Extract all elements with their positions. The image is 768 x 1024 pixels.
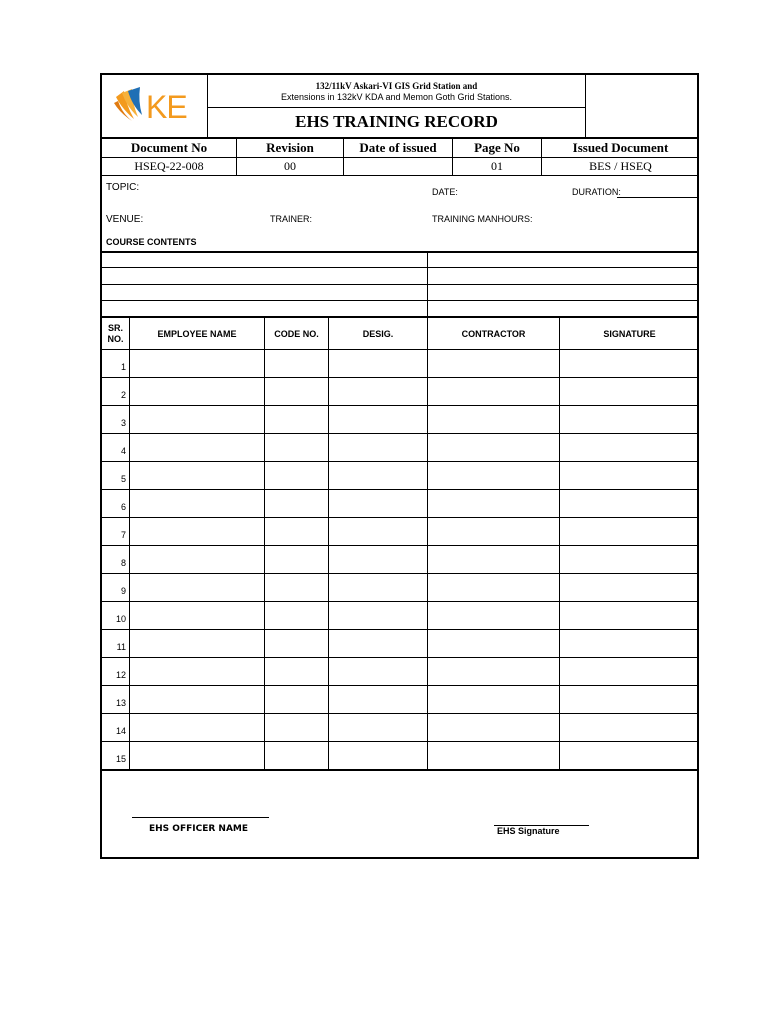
col-header-employee-name	[130, 318, 264, 349]
subtitle-line-2: Extensions in 132kV KDA and Memon Goth Grid Stations.	[280, 92, 513, 102]
row-number: 13	[115, 698, 126, 708]
doc-value-document-no	[102, 158, 236, 175]
table-row[interactable]	[102, 545, 699, 573]
row-number: 12	[115, 670, 126, 680]
col-header-label: SIGNATURE	[603, 328, 656, 339]
duration-field-line[interactable]	[617, 197, 698, 198]
table-row[interactable]	[102, 405, 699, 433]
subtitle-line-1: 132/11kV Askari-VI GIS Grid Station and	[315, 81, 478, 91]
table-row[interactable]	[102, 517, 699, 545]
col-header-label: DESIG.	[362, 328, 394, 339]
doc-header-issued-document	[542, 138, 699, 157]
table-row[interactable]	[102, 377, 699, 405]
doc-header-document-no	[102, 138, 236, 157]
row-number: 10	[115, 614, 126, 624]
venue-label: VENUE:	[106, 214, 144, 225]
training-record-form	[100, 73, 699, 859]
col-header-sr-no	[102, 318, 129, 349]
row-number: 3	[120, 418, 126, 428]
table-row[interactable]	[102, 349, 699, 377]
row-number: 4	[120, 446, 126, 456]
row-number: 14	[115, 726, 126, 736]
page-title	[208, 108, 585, 136]
row-number: 5	[120, 474, 126, 484]
table-row[interactable]	[102, 601, 699, 629]
doc-header-label: Revision	[266, 139, 314, 155]
doc-value: BES / HSEQ	[589, 159, 652, 173]
doc-header-label: Document No	[130, 139, 208, 155]
course-contents-label: COURSE CONTENTS	[106, 237, 197, 247]
table-row[interactable]	[102, 685, 699, 713]
manhours-label: TRAINING MANHOURS:	[432, 214, 533, 224]
doc-value: HSEQ-22-008	[134, 159, 204, 173]
duration-label: DURATION:	[572, 187, 621, 197]
topic-label: TOPIC:	[106, 182, 140, 193]
table-row[interactable]	[102, 629, 699, 657]
table-row[interactable]	[102, 573, 699, 601]
table-row[interactable]	[102, 741, 699, 769]
col-header-desig	[329, 318, 427, 349]
col-header-contractor	[428, 318, 559, 349]
table-row[interactable]	[102, 461, 699, 489]
row-number: 7	[120, 530, 126, 540]
officer-name-line[interactable]	[132, 817, 269, 818]
col-header-label: CONTRACTOR	[461, 328, 526, 339]
doc-value: 00	[284, 159, 296, 173]
row-number: 8	[120, 558, 126, 568]
doc-value-page-no	[453, 158, 541, 175]
doc-header-page-no	[453, 138, 541, 157]
doc-header-date-issued	[344, 138, 452, 157]
col-header-label: CODE NO.	[274, 328, 319, 339]
ke-logo	[112, 83, 204, 129]
trainer-label: TRAINER:	[270, 214, 313, 224]
table-row[interactable]	[102, 713, 699, 741]
doc-header-label: Page No	[474, 139, 520, 155]
doc-value-revision	[237, 158, 343, 175]
logo-text: KE	[146, 89, 187, 125]
table-row[interactable]	[102, 489, 699, 517]
row-number: 15	[115, 754, 126, 764]
doc-value-date-issued[interactable]	[344, 158, 452, 175]
col-header-signature	[560, 318, 699, 349]
row-number: 6	[120, 502, 126, 512]
signature-label: EHS Signature	[497, 826, 560, 836]
doc-value: 01	[491, 159, 503, 173]
doc-header-revision	[237, 138, 343, 157]
officer-name-label: EHS OFFICER NAME	[149, 824, 249, 834]
col-header-code-no	[265, 318, 328, 349]
row-number: 9	[120, 586, 126, 596]
form-title: EHS TRAINING RECORD	[295, 112, 498, 131]
row-number: 11	[116, 642, 126, 652]
table-row[interactable]	[102, 657, 699, 685]
table-row[interactable]	[102, 433, 699, 461]
col-header-label: SR. NO.	[107, 322, 124, 344]
doc-header-label: Date of issued	[359, 139, 437, 155]
row-number: 2	[120, 390, 126, 400]
doc-value-issued-document	[542, 158, 699, 175]
row-number: 1	[120, 362, 126, 372]
date-label: DATE:	[432, 187, 458, 197]
project-subtitle	[208, 77, 585, 107]
doc-header-label: Issued Document	[572, 139, 669, 155]
col-header-label: EMPLOYEE NAME	[157, 328, 237, 339]
